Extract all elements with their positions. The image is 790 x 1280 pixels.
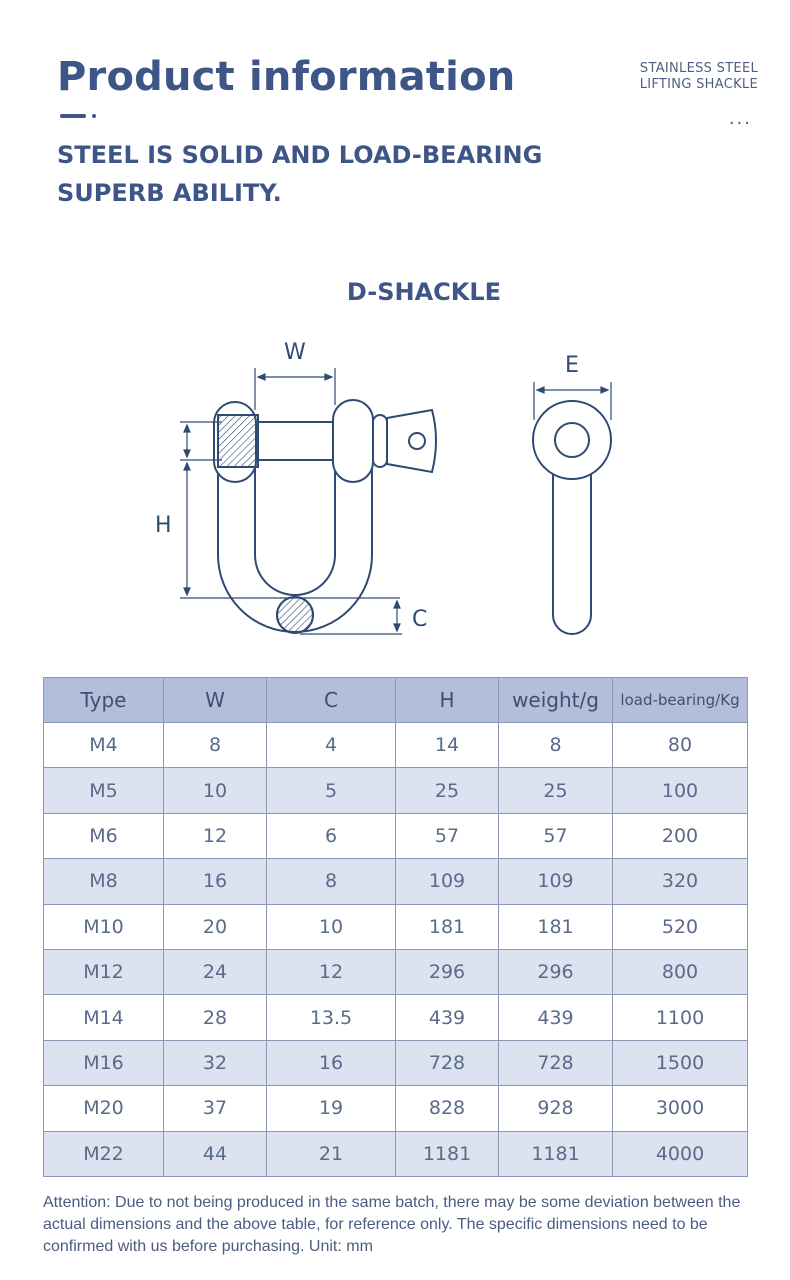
cell-weight: 1181 — [499, 1131, 613, 1176]
cell-load: 80 — [613, 723, 748, 768]
cell-c: 12 — [267, 949, 396, 994]
label-h: H — [155, 513, 172, 538]
cell-c: 21 — [267, 1131, 396, 1176]
cell-w: 44 — [164, 1131, 267, 1176]
cell-h: 109 — [396, 859, 499, 904]
cell-weight: 728 — [499, 1040, 613, 1085]
cell-weight: 109 — [499, 859, 613, 904]
side-view-body — [553, 470, 591, 634]
cell-h: 181 — [396, 904, 499, 949]
cell-weight: 439 — [499, 995, 613, 1040]
cell-type: M16 — [44, 1040, 164, 1085]
side-view-eye-hole — [555, 423, 589, 457]
pin-shaft — [258, 422, 336, 460]
cell-h: 728 — [396, 1040, 499, 1085]
cell-c: 5 — [267, 768, 396, 813]
cell-w: 24 — [164, 949, 267, 994]
cell-w: 20 — [164, 904, 267, 949]
corner-line-1: STAINLESS STEEL — [639, 61, 758, 76]
cell-load: 1100 — [613, 995, 748, 1040]
cell-h: 25 — [396, 768, 499, 813]
cell-w: 12 — [164, 813, 267, 858]
cell-w: 37 — [164, 1086, 267, 1131]
label-c: C — [412, 607, 428, 632]
cell-c: 16 — [267, 1040, 396, 1085]
cell-load: 800 — [613, 949, 748, 994]
right-ear — [333, 400, 373, 482]
table-row — [44, 949, 748, 994]
attention-note: Attention: Due to not being produced in the same batch, there may be some deviation between the actual dimensions and the above table, for reference only. The specific dimensions need to be confirmed with us before purchasing. Unit: mm — [43, 1194, 741, 1255]
cell-type: M6 — [44, 813, 164, 858]
cell-h: 296 — [396, 949, 499, 994]
ellipsis-icon: ... — [728, 108, 752, 129]
cell-w: 32 — [164, 1040, 267, 1085]
cell-load: 3000 — [613, 1086, 748, 1131]
table-header-row — [44, 678, 748, 723]
header-w: W — [164, 678, 267, 723]
table-row — [44, 723, 748, 768]
cell-type: M4 — [44, 723, 164, 768]
title-dot — [92, 114, 96, 118]
diagram-title: D-SHACKLE — [346, 278, 502, 306]
spec-table — [43, 677, 748, 1177]
cell-h: 439 — [396, 995, 499, 1040]
cell-w: 10 — [164, 768, 267, 813]
cell-weight: 928 — [499, 1086, 613, 1131]
table-row — [44, 813, 748, 858]
table-row — [44, 1086, 748, 1131]
cell-w: 16 — [164, 859, 267, 904]
corner-caption — [640, 61, 758, 93]
cell-h: 1181 — [396, 1131, 499, 1176]
cell-weight: 181 — [499, 904, 613, 949]
cell-c: 4 — [267, 723, 396, 768]
pin-tab — [387, 410, 436, 472]
table-row — [44, 1040, 748, 1085]
header-c: C — [267, 678, 396, 723]
cell-load: 100 — [613, 768, 748, 813]
thread-section — [218, 415, 258, 467]
cell-load: 520 — [613, 904, 748, 949]
subtitle-line-1: STEEL IS SOLID AND LOAD-BEARING — [57, 141, 543, 169]
cell-type: M12 — [44, 949, 164, 994]
table-row — [44, 859, 748, 904]
title-underline — [60, 114, 86, 118]
header-h: H — [396, 678, 499, 723]
cell-type: M22 — [44, 1131, 164, 1176]
subtitle — [57, 136, 542, 212]
pin-head — [373, 415, 387, 467]
corner-line-2: LIFTING SHACKLE — [639, 77, 758, 92]
cell-h: 828 — [396, 1086, 499, 1131]
header-weight: weight/g — [499, 678, 613, 723]
cell-load: 320 — [613, 859, 748, 904]
cell-type: M20 — [44, 1086, 164, 1131]
page-title: Product information — [57, 54, 516, 100]
cell-c: 8 — [267, 859, 396, 904]
cell-type: M8 — [44, 859, 164, 904]
d-shackle-diagram — [150, 335, 650, 645]
cell-weight: 57 — [499, 813, 613, 858]
cell-c: 19 — [267, 1086, 396, 1131]
header-type: Type — [44, 678, 164, 723]
label-w: W — [284, 340, 306, 365]
table-row — [44, 1131, 748, 1176]
cell-load: 200 — [613, 813, 748, 858]
table-row — [44, 768, 748, 813]
table-row — [44, 904, 748, 949]
cell-w: 8 — [164, 723, 267, 768]
cell-weight: 25 — [499, 768, 613, 813]
cell-weight: 296 — [499, 949, 613, 994]
cell-type: M14 — [44, 995, 164, 1040]
cell-load: 4000 — [613, 1131, 748, 1176]
cell-type: M10 — [44, 904, 164, 949]
subtitle-line-2: SUPERB ABILITY. — [57, 179, 282, 207]
header-load-bearing: load-bearing/Kg — [613, 678, 748, 723]
label-e: E — [565, 353, 579, 378]
cell-h: 14 — [396, 723, 499, 768]
cell-w: 28 — [164, 995, 267, 1040]
cell-h: 57 — [396, 813, 499, 858]
cell-c: 6 — [267, 813, 396, 858]
cell-type: M5 — [44, 768, 164, 813]
table-row — [44, 995, 748, 1040]
shackle-body-inner — [255, 452, 335, 595]
cell-c: 13.5 — [267, 995, 396, 1040]
cell-c: 10 — [267, 904, 396, 949]
cell-load: 1500 — [613, 1040, 748, 1085]
cell-weight: 8 — [499, 723, 613, 768]
